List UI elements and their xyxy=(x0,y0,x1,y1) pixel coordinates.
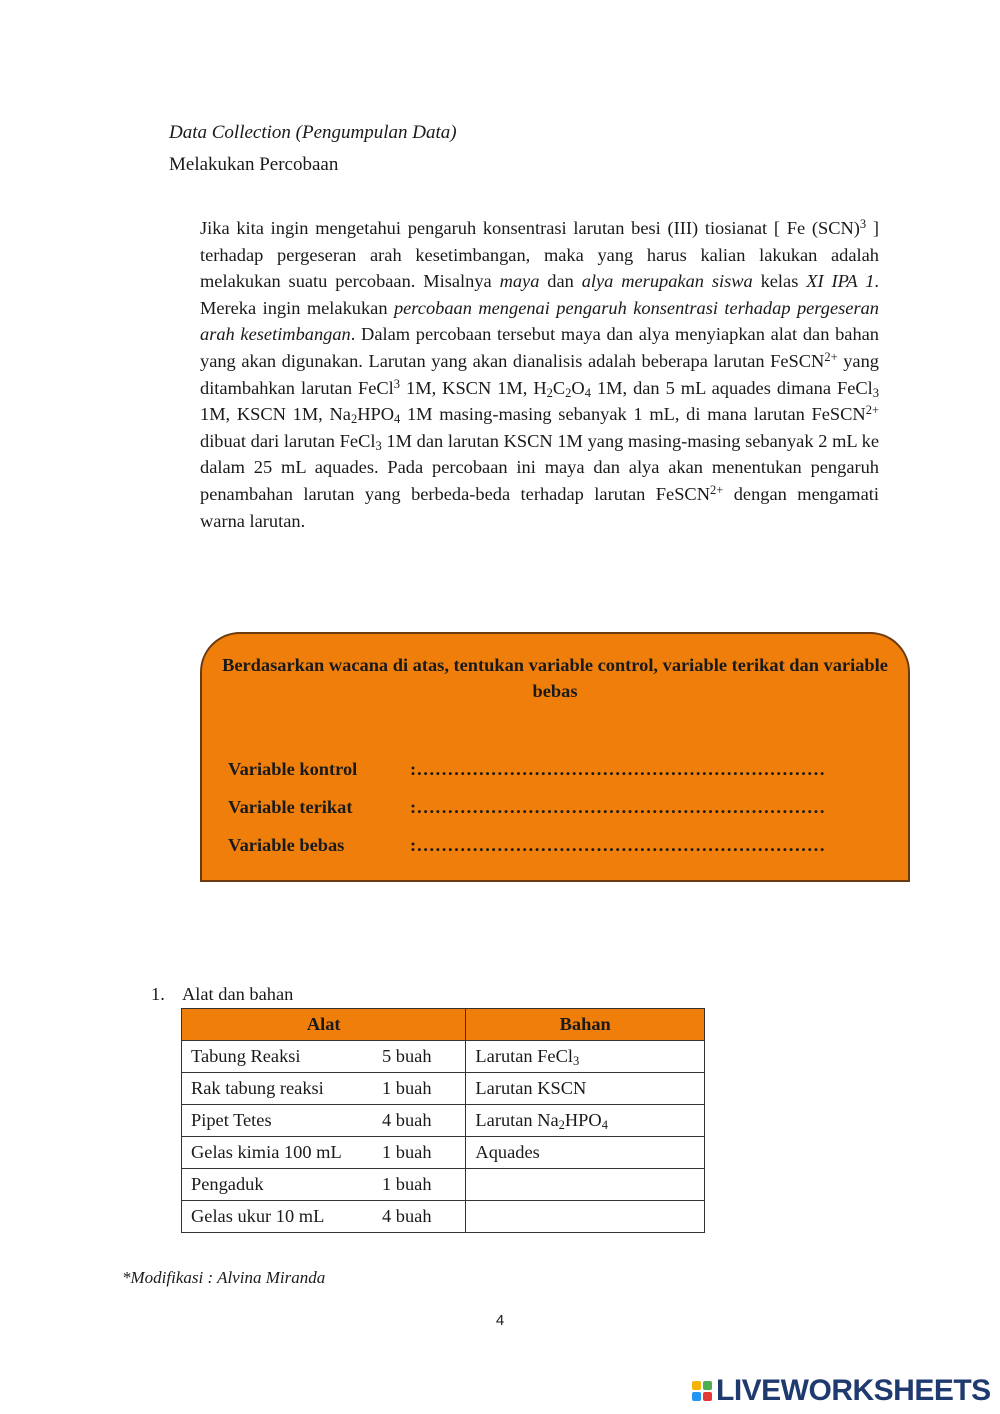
logo-square-green xyxy=(703,1381,712,1390)
bahan-cell: Larutan $Na_2HPO_4$ xyxy=(466,1105,705,1137)
variable-terikat-label: Variable terikat xyxy=(228,797,353,817)
page-number: 4 xyxy=(495,1312,505,1329)
bahan-cell xyxy=(466,1201,705,1233)
bahan-cell xyxy=(466,1169,705,1201)
bahan-cell: Larutan KSCN xyxy=(466,1073,705,1105)
logo-square-yellow xyxy=(692,1381,701,1390)
variable-bebas-row xyxy=(228,832,888,858)
table-row xyxy=(182,1201,705,1233)
column-header-bahan: Bahan xyxy=(466,1009,705,1041)
liveworksheets-logo-icon xyxy=(692,1381,712,1401)
alat-name: Rak tabung reaksi xyxy=(191,1078,324,1098)
variable-terikat-answer[interactable]: :………………………………………………………… xyxy=(410,797,826,817)
alat-name: Pipet Tetes xyxy=(191,1110,272,1130)
bahan-cell: Aquades xyxy=(466,1137,705,1169)
variable-kontrol-answer[interactable]: :………………………………………………………… xyxy=(410,759,826,779)
alat-name: Gelas kimia 100 mL xyxy=(191,1142,342,1162)
alat-quantity: 4 buah xyxy=(382,1110,432,1130)
alat-name: Pengaduk xyxy=(191,1174,264,1194)
task-box-title: Berdasarkan wacana di atas, tentukan variable control, variable terikat dan variable bebas xyxy=(222,655,888,701)
variable-terikat-row xyxy=(228,794,888,820)
alat-quantity: 1 buah xyxy=(382,1142,432,1162)
column-header-alat: Alat xyxy=(182,1009,466,1041)
alat-quantity: 5 buah xyxy=(382,1046,432,1066)
alat-bahan-heading xyxy=(151,981,293,1007)
liveworksheets-logo[interactable] xyxy=(692,1374,991,1408)
alat-quantity: 1 buah xyxy=(382,1078,432,1098)
table-row xyxy=(182,1105,705,1137)
section-heading: Data Collection (Pengumpulan Data) xyxy=(169,122,457,143)
logo-square-blue xyxy=(692,1392,701,1401)
list-number: 1. xyxy=(151,984,165,1004)
alat-name: Gelas ukur 10 mL xyxy=(191,1206,325,1226)
variable-kontrol-label: Variable kontrol xyxy=(228,759,358,779)
logo-square-red xyxy=(703,1392,712,1401)
alat-quantity: 1 buah xyxy=(382,1174,432,1194)
experiment-passage: Jika kita ingin mengetahui pengaruh konsentrasi larutan besi (III) tiosianat [ Fe (SCN)$^3$ ] terhadap pergeseran arah kesetimbangan, maka yang harus kalian lakukan adalah melakukan suatu percobaan. Misalnya maya dan alya merupakan siswa kelas XI IPA 1. Mereka ingin melakukan percobaan mengenai pengaruh konsentrasi terhadap pergeseran arah kesetimbangan. Dalam percobaan tersebut maya dan alya menyiapkan alat dan bahan yang akan digunakan. Larutan yang akan dianalisis adalah beberapa larutan FeSCN$^{2+}$ yang ditambahkan larutan FeCl$^3$ 1M, KSCN 1M, $H_2C_2O_4$ 1M, dan 5 mL aquades dimana FeCl$_3$ 1M, KSCN 1M, $Na_2HPO_4$ 1M masing-masing sebanyak 1 mL, di mana larutan FeSCN$^{2+}$ dibuat dari larutan FeCl$_3$ 1M dan larutan KSCN 1M yang masing-masing sebanyak 2 mL ke dalam 25 mL aquades. Pada percobaan ini maya dan alya akan menentukan pengaruh penambahan larutan yang berbeda-beda terhadap larutan FeSCN$^{2+}$ dengan mengamati warna larutan. xyxy=(200,216,879,531)
table-row xyxy=(182,1041,705,1073)
list-title: Alat dan bahan xyxy=(182,984,294,1004)
variable-bebas-label: Variable bebas xyxy=(228,835,345,855)
variable-bebas-answer[interactable]: :………………………………………………………… xyxy=(410,835,826,855)
bahan-cell: Larutan FeCl$_3$ xyxy=(466,1041,705,1073)
variable-kontrol-row xyxy=(228,756,888,782)
alat-name: Tabung Reaksi xyxy=(191,1046,301,1066)
table-row xyxy=(182,1137,705,1169)
table-row xyxy=(182,1169,705,1201)
brand-name: LIVEWORKSHEETS xyxy=(716,1374,991,1407)
section-subheading: Melakukan Percobaan xyxy=(169,154,339,175)
alat-bahan-table xyxy=(181,1008,705,1233)
alat-quantity: 4 buah xyxy=(382,1206,432,1226)
footnote: *Modifikasi : Alvina Miranda xyxy=(122,1268,326,1287)
table-row xyxy=(182,1073,705,1105)
